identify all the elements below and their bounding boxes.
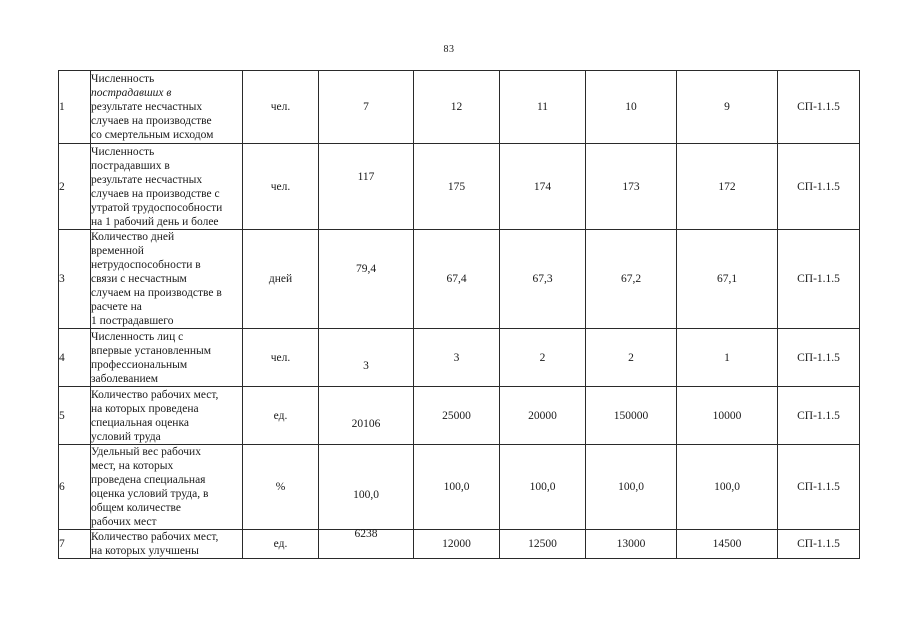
page-number: 83 — [443, 44, 455, 55]
value-text: 67,1 — [716, 273, 738, 285]
value-text: 100,0 — [714, 481, 740, 493]
indicator-name-line: на которых проведена — [91, 402, 199, 415]
indicator-name-line: Количество рабочих мест, — [91, 531, 219, 543]
value-cell — [414, 144, 500, 230]
table-row — [59, 530, 860, 559]
indicator-name-line: со смертельным исходом — [91, 129, 214, 141]
value-cell — [586, 329, 677, 387]
value-text: 172 — [718, 180, 736, 193]
value-text: 67,4 — [446, 273, 467, 285]
indicator-name — [91, 230, 243, 329]
row-number: 2 — [59, 144, 91, 230]
program-code-cell: СП-1.1.5 — [778, 530, 860, 559]
value-text: 67,3 — [532, 273, 553, 285]
row-number: 1 — [59, 71, 91, 144]
value-cell — [414, 329, 500, 387]
value-text: 14500 — [712, 538, 742, 550]
value-cell — [586, 144, 677, 230]
value-text: 10000 — [712, 409, 742, 422]
indicator-name-line: временной — [91, 245, 144, 257]
indicator-name-line: специальная оценка — [91, 416, 189, 429]
indicator-name-line: 1 пострадавшего — [91, 315, 174, 327]
value-text: 6238 — [354, 528, 378, 540]
value-cell — [677, 71, 778, 144]
indicator-name — [91, 144, 243, 230]
program-code-cell: СП-1.1.5 — [778, 71, 860, 144]
value-text: 79,4 — [355, 263, 377, 275]
value-cell — [677, 530, 778, 559]
row-number: 5 — [59, 387, 91, 445]
value-text: 10 — [625, 101, 637, 113]
value-cell — [414, 387, 500, 445]
value-cell — [677, 329, 778, 387]
value-text: 12000 — [442, 538, 471, 550]
value-cell — [319, 445, 414, 530]
indicator-name-line: Удельный вес рабочих — [91, 446, 201, 458]
table-row — [59, 230, 860, 329]
indicator-name-line: мест, на которых — [91, 460, 174, 472]
table-row — [59, 71, 860, 144]
unit-cell: чел. — [243, 329, 319, 387]
indicator-name-line: проведена специальная — [91, 474, 206, 486]
table-row — [59, 445, 860, 530]
value-cell — [500, 329, 586, 387]
value-cell — [414, 71, 500, 144]
value-cell — [586, 387, 677, 445]
value-text: 7 — [363, 101, 369, 113]
value-text: 100,0 — [529, 481, 556, 493]
value-text: 150000 — [613, 409, 649, 422]
value-text: 100,0 — [443, 481, 470, 493]
indicator-name-line: связи с несчастным — [91, 273, 187, 285]
value-text: 20106 — [351, 417, 381, 430]
indicator-name-line: заболеванием — [91, 372, 159, 385]
value-cell — [319, 144, 414, 230]
indicator-name-line: случаем на производстве в — [91, 287, 222, 299]
indicator-name-line: результате несчастных — [91, 173, 203, 186]
program-code-cell: СП-1.1.5 — [778, 329, 860, 387]
value-cell — [414, 530, 500, 559]
indicator-name-line: рабочих мест — [91, 516, 157, 528]
value-text: 25000 — [442, 409, 471, 422]
value-text: 100,0 — [353, 489, 379, 501]
value-text: 3 — [453, 351, 460, 364]
value-cell — [414, 445, 500, 530]
indicator-name-line: случаев на производстве — [91, 115, 212, 127]
indicator-name-line: расчете на — [91, 301, 142, 313]
indicator-name-line: общем количестве — [91, 502, 181, 514]
value-cell — [319, 230, 414, 329]
row-number: 6 — [59, 445, 91, 530]
indicator-name-line: Численность — [91, 145, 155, 158]
table-row — [59, 144, 860, 230]
indicator-name — [91, 71, 243, 144]
indicator-name-line: результате несчастных — [91, 101, 203, 113]
value-cell — [677, 230, 778, 329]
indicator-name-line: утратой трудоспособности — [91, 201, 223, 214]
value-text: 3 — [363, 359, 369, 372]
indicator-name-line: пострадавших в — [91, 87, 172, 99]
value-cell — [677, 387, 778, 445]
unit-cell: ед. — [243, 387, 319, 445]
value-cell — [500, 530, 586, 559]
indicator-name-line: нетрудоспособности в — [91, 259, 201, 271]
value-text: 2 — [628, 351, 634, 364]
indicator-name — [91, 445, 243, 530]
indicator-name — [91, 387, 243, 445]
indicator-name-line: Количество дней — [91, 231, 175, 243]
value-text: 100,0 — [618, 481, 644, 493]
indicator-name-line: Численность — [91, 73, 155, 85]
unit-cell: чел. — [243, 144, 319, 230]
program-code-cell: СП-1.1.5 — [778, 387, 860, 445]
row-number: 7 — [59, 530, 91, 559]
value-cell — [677, 445, 778, 530]
value-text: 13000 — [616, 538, 646, 550]
value-text: 67,2 — [620, 273, 642, 285]
row-number: 4 — [59, 329, 91, 387]
table-body — [59, 71, 860, 559]
indicator-name-line: на которых улучшены — [91, 545, 199, 557]
value-cell — [500, 71, 586, 144]
value-cell — [500, 144, 586, 230]
value-cell — [500, 445, 586, 530]
value-text: 1 — [724, 351, 730, 364]
indicator-name-line: случаев на производстве с — [91, 187, 220, 200]
value-cell — [319, 387, 414, 445]
value-cell — [319, 329, 414, 387]
program-code-cell: СП-1.1.5 — [778, 230, 860, 329]
value-text: 12 — [450, 101, 463, 113]
table-row — [59, 387, 860, 445]
value-cell — [677, 144, 778, 230]
unit-cell: чел. — [243, 71, 319, 144]
indicator-name-line: пострадавших в — [91, 159, 170, 172]
indicator-name — [91, 329, 243, 387]
unit-cell: дней — [243, 230, 319, 329]
value-cell — [319, 71, 414, 144]
indicators-table — [58, 70, 860, 559]
indicator-name-line: оценка условий труда, в — [91, 488, 209, 500]
indicator-name — [91, 530, 243, 559]
value-text: 173 — [622, 180, 640, 193]
value-text: 175 — [447, 180, 466, 193]
value-text: 11 — [536, 101, 549, 113]
unit-cell: ед. — [243, 530, 319, 559]
table-row — [59, 329, 860, 387]
indicator-name-line: Количество рабочих мест, — [91, 388, 219, 401]
value-text: 2 — [539, 351, 546, 364]
value-text: 117 — [357, 170, 375, 183]
value-cell — [586, 71, 677, 144]
indicator-name-line: условий труда — [91, 430, 161, 443]
indicator-name-line: Численность лиц с — [91, 330, 184, 343]
value-cell — [586, 230, 677, 329]
value-cell — [500, 230, 586, 329]
value-text: 174 — [533, 180, 552, 193]
indicator-name-line: впервые установленным — [91, 344, 212, 357]
indicator-name-line: профессиональным — [91, 358, 188, 371]
value-text: 12500 — [528, 538, 557, 550]
value-text: 20000 — [528, 409, 557, 422]
unit-cell: % — [243, 445, 319, 530]
value-cell — [414, 230, 500, 329]
program-code-cell: СП-1.1.5 — [778, 445, 860, 530]
value-cell — [586, 530, 677, 559]
value-cell — [500, 387, 586, 445]
value-cell — [586, 445, 677, 530]
program-code-cell: СП-1.1.5 — [778, 144, 860, 230]
value-text: 9 — [724, 101, 730, 113]
indicator-name-line: на 1 рабочий день и более — [91, 215, 219, 228]
value-cell — [319, 530, 414, 559]
row-number: 3 — [59, 230, 91, 329]
